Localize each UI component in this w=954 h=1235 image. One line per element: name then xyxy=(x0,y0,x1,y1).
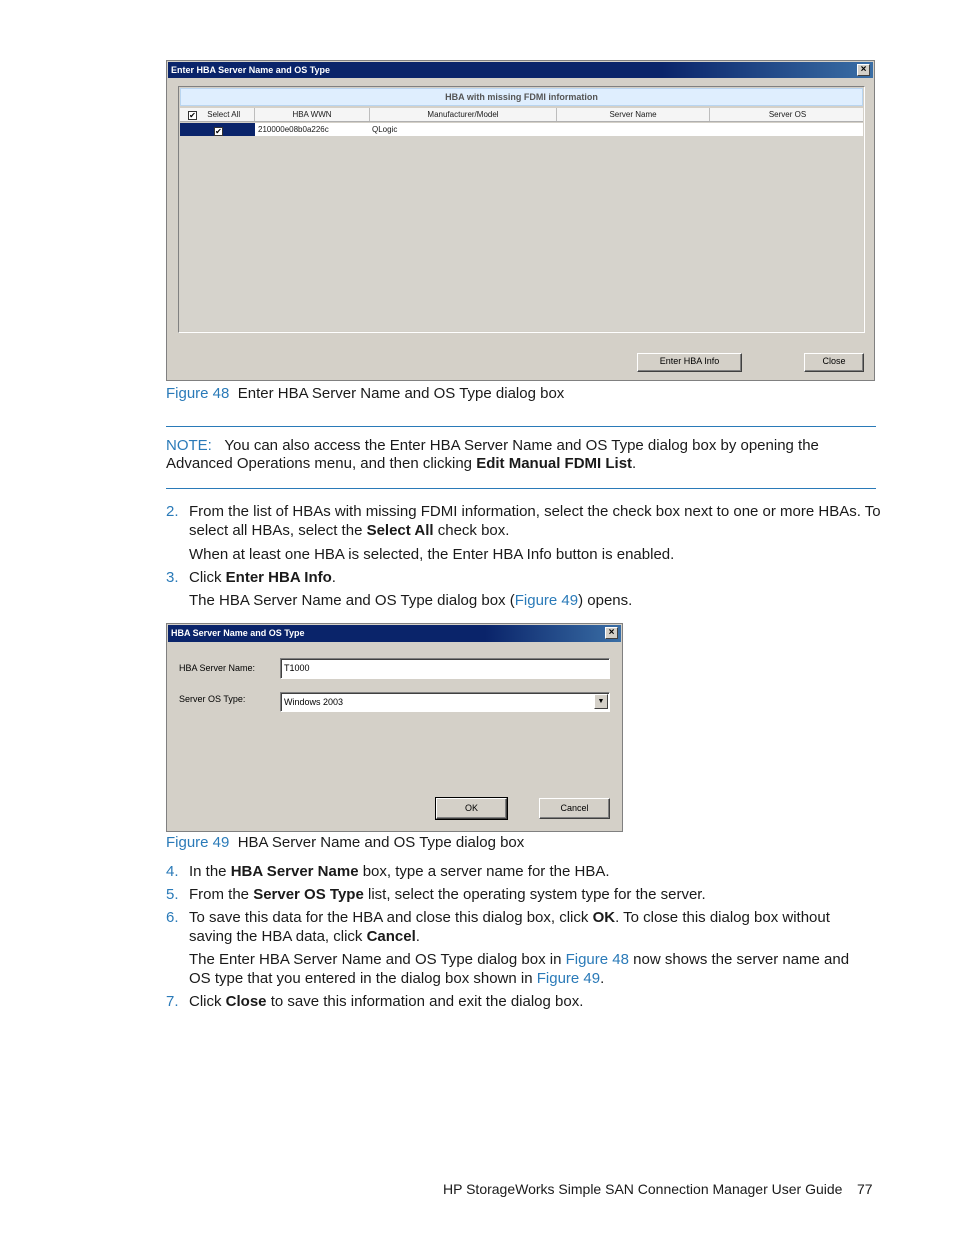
list-caption: HBA with missing FDMI information xyxy=(180,88,863,106)
row-check-icon: ✔ xyxy=(215,127,222,136)
step-6-text-1-end: . To close this dialog box without xyxy=(615,909,830,926)
hba-server-name-dialog xyxy=(166,623,623,832)
step-2-text-end: check box. xyxy=(433,522,510,539)
ok-button[interactable]: OK xyxy=(436,798,507,819)
step-5-text: From the xyxy=(189,886,254,903)
figure-49-caption xyxy=(166,833,524,853)
os-type-label: Server OS Type: xyxy=(179,694,246,704)
step-6-para-text-2: OS type that you entered in the dialog box shown in xyxy=(189,970,537,987)
dialog-titlebar xyxy=(168,62,873,78)
step-2-line-2 xyxy=(189,521,509,541)
select-all-header[interactable] xyxy=(180,108,255,121)
header-manufacturer[interactable]: Manufacturer/Model xyxy=(370,108,557,121)
note-label: NOTE: xyxy=(166,437,212,454)
step-6-text-2-end: . xyxy=(415,928,420,945)
note-text-2: Advanced Operations menu, and then clicking xyxy=(166,455,477,472)
step-2-number: 2. xyxy=(166,503,179,520)
dialog-title: Enter HBA Server Name and OS Type xyxy=(171,65,331,75)
step-3-number: 3. xyxy=(166,569,179,586)
header-server-name[interactable]: Server Name xyxy=(557,108,710,121)
dialog2-titlebar xyxy=(168,625,621,642)
figure-49-label: Figure 49 xyxy=(166,834,230,851)
step-6-para-end-2: . xyxy=(600,970,605,987)
note-line-1 xyxy=(166,436,819,456)
step-6-bold-1: OK xyxy=(592,909,616,926)
list-empty-area xyxy=(180,136,863,331)
note-text-1: You can also access the Enter HBA Server Name and OS Type dialog box by opening the xyxy=(224,437,819,454)
step-3-text: Click xyxy=(189,569,226,586)
step-5-line xyxy=(189,885,706,905)
os-type-value: Windows 2003 xyxy=(284,697,344,707)
step-3-para-end: ) opens. xyxy=(578,592,633,609)
step-4-line xyxy=(189,862,610,882)
step-6-bold-2: Cancel xyxy=(366,928,416,945)
step-6-para-2 xyxy=(189,969,604,989)
step-6-number: 6. xyxy=(166,909,179,926)
step-5-number: 5. xyxy=(166,886,179,903)
step-4-text-end: box, type a server name for the HBA. xyxy=(358,863,610,880)
figure-48-label: Figure 48 xyxy=(166,385,230,402)
step-3-para xyxy=(189,591,632,611)
select-all-label: Select All xyxy=(207,110,241,119)
figure-49-text: HBA Server Name and OS Type dialog box xyxy=(237,834,525,851)
step-7-text: Click xyxy=(189,993,226,1010)
server-name-input[interactable]: T1000 xyxy=(280,658,610,679)
list-header xyxy=(180,108,863,122)
table-row[interactable] xyxy=(180,123,863,136)
step-3-line xyxy=(189,568,336,588)
figure-49-link[interactable]: Figure 49 xyxy=(514,592,579,609)
enter-hba-dialog xyxy=(166,60,875,381)
note-text-2-end: . xyxy=(632,455,637,472)
step-3-bold: Enter HBA Info xyxy=(225,569,332,586)
select-all-checkbox[interactable]: ✔ xyxy=(189,111,196,120)
step-7-text-end: to save this information and exit the dialog box. xyxy=(266,993,584,1010)
step-3-para-text: The HBA Server Name and OS Type dialog box ( xyxy=(189,592,515,609)
footer-title: HP StorageWorks Simple SAN Connection Manager User Guide xyxy=(443,1181,843,1197)
figure-49-link-2[interactable]: Figure 49 xyxy=(536,970,601,987)
step-6-para-text-1: The Enter HBA Server Name and OS Type dialog box in xyxy=(189,951,566,968)
step-2-para: When at least one HBA is selected, the Enter HBA Info button is enabled. xyxy=(189,546,675,563)
step-7-line xyxy=(189,992,583,1012)
step-6-text-1: To save this data for the HBA and close this dialog box, click xyxy=(189,909,593,926)
step-4-bold: HBA Server Name xyxy=(230,863,359,880)
close-icon[interactable]: × xyxy=(605,627,618,639)
step-6-line-2 xyxy=(189,927,420,947)
cancel-button[interactable]: Cancel xyxy=(539,798,610,819)
os-type-select[interactable] xyxy=(280,692,610,712)
figure-48-caption xyxy=(166,384,564,404)
row-wwn: 210000e08b0a226c xyxy=(258,125,329,134)
step-7-number: 7. xyxy=(166,993,179,1010)
chevron-down-icon[interactable]: ▼ xyxy=(594,694,608,709)
header-server-os[interactable]: Server OS xyxy=(768,110,807,119)
figure-48-text: Enter HBA Server Name and OS Type dialog box xyxy=(237,385,565,402)
step-7-bold: Close xyxy=(225,993,267,1010)
step-4-text: In the xyxy=(189,863,231,880)
row-manufacturer: QLogic xyxy=(372,125,398,134)
close-button[interactable]: Close xyxy=(804,353,864,372)
note-bottom-rule xyxy=(166,488,876,489)
note-line-2 xyxy=(166,454,636,474)
step-5-text-end: list, select the operating system type for the server. xyxy=(363,886,706,903)
figure-48-link[interactable]: Figure 48 xyxy=(565,951,629,968)
step-6-para-end-1: now shows the server name and xyxy=(628,951,850,968)
enter-hba-info-button[interactable]: Enter HBA Info xyxy=(637,353,742,372)
step-3-text-end: . xyxy=(331,569,336,586)
step-2-bold: Select All xyxy=(366,522,434,539)
step-5-bold: Server OS Type xyxy=(253,886,364,903)
server-name-label: HBA Server Name: xyxy=(179,663,256,673)
header-hba-wwn[interactable]: HBA WWN xyxy=(255,108,370,121)
step-6-line-1 xyxy=(189,908,830,928)
close-icon[interactable]: × xyxy=(857,64,870,76)
step-2-text: select all HBAs, select the xyxy=(189,522,367,539)
page-number: 77 xyxy=(857,1181,873,1197)
step-6-text-2: saving the HBA data, click xyxy=(189,928,367,945)
step-4-number: 4. xyxy=(166,863,179,880)
hba-list xyxy=(178,86,865,333)
note-bold: Edit Manual FDMI List xyxy=(476,455,633,472)
step-6-para-1 xyxy=(189,950,849,970)
note-top-rule xyxy=(166,426,876,427)
dialog2-title: HBA Server Name and OS Type xyxy=(171,628,305,638)
step-2-line-1: From the list of HBAs with missing FDMI information, select the check box next to one or more HBAs. To xyxy=(189,503,881,520)
